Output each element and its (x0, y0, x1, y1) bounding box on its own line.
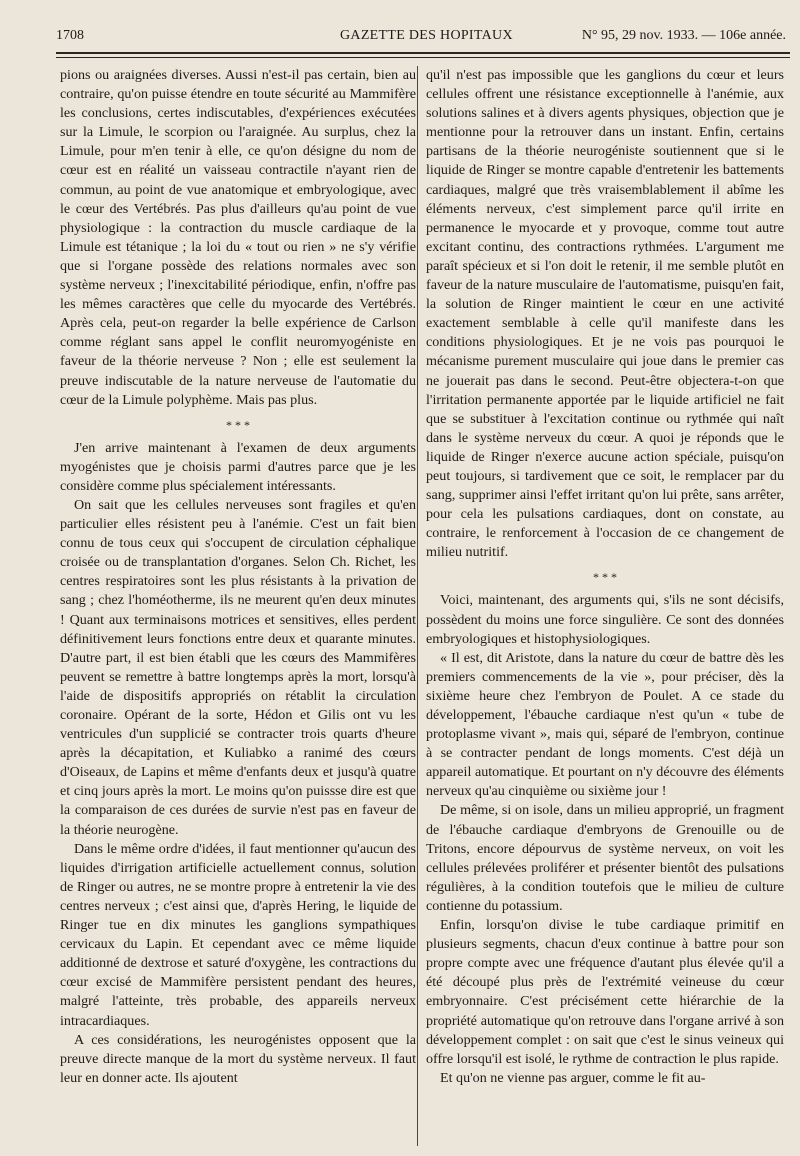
right-column (426, 66, 784, 1088)
right-paragraph-1: qu'il n'est pas impossible que les ganglions du cœur et leurs cellules offrent une résistance exceptionnelle à l'anémie, aux solutions salines et à divers agents physiques, objection que je mentionne pour la retrouver dans un instant. Enfin, certains partisans de la théorie neurogéniste soutiennent que si le liquide de Ringer se montre capable d'entretenir les battements cardiaques, malgré que très vraisemblablement il abîme les éléments nerveux, c'est simplement parce qu'il irrite en permanence le myocarde et y provoque, comme tout autre excitant continu, des contractions rythmées. L'argument me paraît spécieux et si l'on doit le retenir, il me semble plutôt en faveur de la nature musculaire de l'automatisme, puisqu'en fait, la solution de Ringer maintient le cœur en une activité exactement semblable à celle qu'il manifeste dans les conditions physiologiques. Et je ne vois pas pourquoi le mécanisme purement musculaire qui joue dans le premier cas ne jouerait pas dans le second. Peut-être objectera-t-on que l'irritation permanente apportée par le liquide artificiel ne fait que se substituer à l'excitation continue ou rythmée qui naît dans le système nerveux du cœur. A quoi je réponds que le liquide de Ringer n'exerce aucune action spéciale, puisqu'on peut toujours, si tardivement que ce soit, le remplacer par du sang, supprimer ainsi l'effet irritant qu'on lui prête, sans arrêter, pour cela les pulsations cardiaques, dont on constate, au contraire, le renforcement à l'occasion de ce changement de milieu nutritif. (426, 67, 784, 561)
left-column (60, 66, 416, 1088)
right-paragraph-4: De même, si on isole, dans un milieu approprié, un fragment de l'ébauche cardiaque d'embryons de Grenouille ou de Tritons, encore dépourvus de système nerveux, on voit les cellules prélevées proliférer et présenter bientôt des pulsations régulières, à la condition toutefois que le milieu de culture contienne du potassium. (426, 802, 784, 914)
right-paragraph-6: Et qu'on ne vienne pas arguer, comme le fit au- (440, 1069, 706, 1086)
page-number: 1708 (56, 28, 84, 43)
journal-title: GAZETTE DES HOPITAUX (340, 28, 513, 43)
section-separator: * * * (226, 417, 250, 432)
left-paragraph-2: J'en arrive maintenant à l'examen de deux arguments myogénistes que je choisis parmi d'autres parce que je les considère comme plus spécialement intéressants. (60, 439, 416, 494)
page-header (56, 28, 786, 50)
left-paragraph-3: On sait que les cellules nerveuses sont fragiles et qu'en particulier elles résistent peu à l'anémie. C'est un fait bien connu de tous ceux qui s'occupent de circulation céphalique croisée ou de transplantation d'organes. Selon Ch. Richet, les centres respiratoires sont les plus résistants à la privation de sang ; chez l'homéotherme, ils ne meurent qu'en deux minutes ! Quant aux terminaisons motrices et sensitives, elles perdent définitivement leurs fonctions entre deux et quarante minutes. D'autre part, il est bien établi que les cœurs des Mammifères peuvent se remettre à battre longtemps après la mort, lorsqu'à l'aide de dispositifs appropriés on rétablit la circulation coronaire. Opérant de la sorte, Hédon et Gilis ont vu les ventricules d'un supplicié se contracter trois quarts d'heure après la décapitation, et Kuliabko a ranimé des cœurs d'Oiseaux, de Lapins et même d'enfants deux et jusqu'à quatre et cinq jours après la mort. Le moins qu'on puissse dire est que la comparaison de ces durées de survie n'est pas en faveur de la théorie neurogène. (60, 496, 416, 838)
header-rule-thin (56, 57, 790, 58)
issue-info: N° 95, 29 nov. 1933. — 106e année. (581, 28, 786, 43)
column-divider (417, 66, 418, 1146)
left-paragraph-1: pions ou araignées diverses. Aussi n'est-il pas certain, bien au contraire, qu'on puisse étendre en toute sécurité au Mammifère les conclusions, certes indiscutables, d'expériences exécutées sur la Limule, le scorpion ou l'araignée. Au surplus, chez la Limule, pour m'en tenir à elle, ce qu'on désigne du nom de cœur est en réalité un vaisseau contractile n'ayant rien de commun, au point de vue anatomique et embryologique, avec le cœur des Vertébrés. Pas plus d'ailleurs qu'au point de vue physiologique : la contraction du muscle cardiaque de la Limule est tétanique ; la loi du « tout ou rien » ne s'y vérifie que si l'organe possède des relations normales avec son système nerveux ; l'inexcitabilité périodique, enfin, n'offre pas les mêmes caractères que celle du myocarde des Vertébrés. Après cela, peut-on regarder la belle expérience de Carlson comme réglant sans appel le conflit neuromyogéniste en faveur de la théorie nerveuse ? Non ; elle est seulement la preuve indiscutable de la nature nerveuse de l'automatie du cœur de la Limule polyphème. Mais pas plus. (60, 67, 416, 408)
right-paragraph-3: « Il est, dit Aristote, dans la nature du cœur de battre dès les premiers commencements de la vie », pour préciser, dès la sixième heure chez l'embryon de Poulet. A ce stade du développement, l'ébauche cardiaque n'est qu'un « tube de protoplasme vivant », mais qui, séparé de l'embryon, continue à se contracter pendant de longs moments. C'est déjà un appareil automatique. Et pourtant on n'y découvre des éléments nerveux qu'au cinquième ou sixième jour ! (426, 649, 784, 800)
section-separator: * * * (593, 570, 617, 585)
right-paragraph-2: Voici, maintenant, des arguments qui, s'ils ne sont décisifs, possèdent du moins une force singulière. Ce sont des données embryologiques et histophysiologiques. (426, 592, 784, 647)
header-rule-thick (56, 52, 790, 54)
left-paragraph-5: A ces considérations, les neurogénistes opposent que la preuve directe manque de la mort du système nerveux. Il faut leur en donner acte. Ils ajoutent (60, 1031, 416, 1086)
right-paragraph-5: Enfin, lorsqu'on divise le tube cardiaque primitif en plusieurs segments, chacun d'eux continue à battre pour son propre compte avec une fréquence d'autant plus élevée qu'il a été découpé plus près de l'extrémité veineuse du cœur embryonnaire. C'est précisément cette hiérarchie de la propriété automatique qu'on retrouve dans l'organe arrivé à son développement complet : on sait que c'est le sinus veineux qui offre lorsqu'il est isolé, le rythme de contraction le plus rapide. (426, 917, 784, 1067)
left-paragraph-4: Dans le même ordre d'idées, il faut mentionner qu'aucun des liquides d'irrigation artificielle actuellement connus, solution de Ringer ou autres, ne se montre propre à entretenir la vie des centres nerveux ; c'est ainsi que, d'après Hering, le liquide de Ringer tue en dix minutes les ganglions sympathiques cervicaux du Lapin. Et cependant avec ce même liquide additionné de dextrose et saturé d'oxygène, les contractions du cœur excisé de Mammifère persistent pendant des heures, malgré l'atteinte, très probable, des appareils nerveux intracardiaques. (60, 840, 416, 1029)
